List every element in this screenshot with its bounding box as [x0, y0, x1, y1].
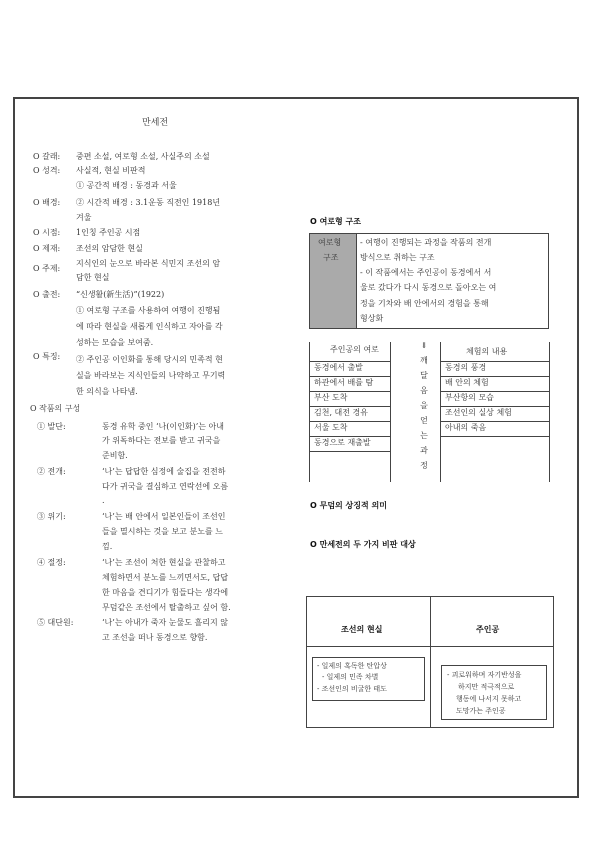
route-stop: 동경에서 출발: [309, 361, 391, 377]
experience-item: 부산항의 모습: [440, 391, 550, 407]
realization-char: 는: [420, 431, 428, 440]
info-value-subject: 조선의 암담한 현실: [76, 244, 143, 253]
stage-text: 다가 귀국을 결심하고 연락선에 오름: [102, 482, 229, 491]
criticism-left-item: - 조선인의 비굴한 태도: [317, 685, 387, 693]
experience-item: 배 안의 체험: [440, 376, 550, 392]
route-left-border: [309, 342, 310, 482]
stage-text: 고 조선을 떠나 동경으로 향함.: [102, 633, 208, 642]
stage-text: 가 위독하다는 전보를 받고 귀국을: [102, 436, 221, 445]
criticism-right-title: 주인공: [476, 625, 500, 634]
route-stop: 서울 도착: [309, 421, 391, 437]
info-label-pov: O 시점:: [33, 228, 61, 237]
route-header: 주인공의 여로: [330, 345, 379, 354]
feature-line-4: ② 주인공 이인화를 통해 당시의 민족적 현: [76, 355, 223, 364]
down-arrow-icon: ⇓: [420, 341, 428, 350]
info-value-character: 사실적, 현실 비판적: [76, 166, 146, 175]
info-label-source: O 출전:: [33, 290, 61, 299]
experience-left-border: [440, 342, 441, 482]
stage-text: .: [102, 496, 105, 505]
stage-text: 동경 유학 중인 ‘나(이인화)’는 아내: [102, 422, 224, 431]
feature-line-2: 에 따라 현실을 새롭게 인식하고 자아를 각: [76, 322, 223, 331]
route-stop: 하관에서 배를 탐: [309, 376, 391, 392]
experience-item: 아내의 죽음: [440, 421, 550, 437]
info-label-features: O 특징:: [33, 352, 61, 361]
stage-text: 준비함.: [102, 451, 128, 460]
criticism-left-item: - 일제의 혹독한 탄압상: [317, 662, 387, 670]
criticism-heading: O 만세전의 두 가지 비판 대상: [310, 540, 416, 549]
criticism-left-box: [312, 657, 425, 701]
info-label-setting: O 배경:: [33, 198, 61, 207]
feature-line-6: 한 의식을 나타냄.: [76, 387, 138, 396]
experience-right-border: [549, 342, 550, 482]
realization-char: 얻: [420, 416, 428, 425]
route-stop: 부산 도착: [309, 391, 391, 407]
criticism-right-item: 하지만 적극적으로: [458, 683, 515, 691]
info-label-character: O 성격:: [33, 166, 61, 175]
feature-line-1: ① 여로형 구조를 사용하여 여행이 진행됨: [76, 306, 221, 315]
info-value-space: ① 공간적 배경 : 동경과 서울: [76, 181, 177, 190]
info-label-subject: O 제재:: [33, 244, 61, 253]
info-label-theme: O 주제:: [33, 264, 61, 273]
info-value-time: ② 시간적 배경 : 3.1운동 직전인 1918년: [76, 198, 221, 207]
travel-desc-line: 정을 기차와 배 안에서의 경험을 통해: [360, 299, 489, 308]
criticism-right-box: [441, 665, 547, 720]
realization-char: 달: [420, 371, 428, 380]
realization-char: 음: [420, 386, 428, 395]
feature-line-5: 실을 바라보는 지식인들의 나약하고 무기력: [76, 371, 226, 380]
symbol-heading: O 무덤의 상징적 의미: [310, 501, 387, 510]
criticism-right-item: 행동에 나서지 못하고: [456, 695, 522, 703]
experience-item: 동경의 풍경: [440, 361, 550, 377]
travel-desc-cell: [356, 233, 549, 329]
experience-header: 체험의 내용: [466, 347, 508, 356]
travel-desc-line: - 이 작품에서는 주인공이 동경에서 서: [360, 268, 492, 277]
criticism-right-item: - 괴로워하며 자기반성을: [447, 671, 522, 679]
stage-text: ‘나’는 답답한 심정에 술집을 전전하: [102, 467, 226, 476]
stage-label-resolution: ⑤ 대단원:: [37, 618, 74, 627]
info-value-pov: 1인칭 주인공 시점: [76, 228, 141, 237]
travel-term-line-2: 구조: [323, 253, 339, 262]
realization-char: 과: [420, 446, 428, 455]
travel-desc-line: 울로 갔다가 다시 동경으로 돌아오는 여: [360, 283, 497, 292]
criticism-divider: [430, 597, 431, 727]
info-value-theme-cont: 담한 현실: [76, 273, 110, 282]
realization-char: 정: [420, 461, 428, 470]
info-label-genre: O 갈래:: [33, 152, 61, 161]
stage-label-crisis: ③ 위기:: [37, 512, 66, 521]
realization-column: [415, 340, 433, 472]
stage-text: ‘나’는 배 안에서 일본인들이 조선인: [102, 512, 226, 521]
info-value-genre: 중편 소설, 여로형 소설, 사실주의 소설: [76, 152, 210, 161]
travel-term-line-1: 여로형: [318, 238, 342, 247]
stage-label-climax: ④ 절정:: [37, 558, 66, 567]
info-value-theme: 지식인의 눈으로 바라본 식민지 조선의 암: [76, 259, 221, 268]
stage-label-development: ② 전개:: [37, 467, 66, 476]
travel-term-cell: [309, 233, 357, 329]
criticism-left-title: 조선의 현실: [341, 625, 383, 634]
criticism-row-divider: [307, 646, 553, 647]
travel-desc-line: 방식으로 취하는 구조: [360, 253, 435, 262]
info-value-source: “신생활(新生活)”(1922): [76, 290, 165, 299]
feature-line-3: 성하는 모습을 보여줌.: [76, 338, 154, 347]
route-stop: 동경으로 재출발: [309, 436, 391, 452]
route-stop: 김천, 대전 경유: [309, 406, 391, 422]
stage-text: ‘나’는 조선이 처한 현실을 관찰하고: [102, 558, 226, 567]
stage-text: ‘나’는 아내가 죽자 눈물도 흘리지 않: [102, 618, 228, 627]
page-title: 만세전: [142, 118, 169, 128]
travel-desc-line: 형상화: [360, 314, 384, 323]
stage-text: 체험하면서 분노를 느끼면서도, 답답: [102, 573, 229, 582]
criticism-left-item: - 일제의 민족 차별: [322, 673, 379, 681]
stage-text: 들을 멸시하는 것을 보고 분노를 느: [102, 527, 223, 536]
route-right-border: [390, 342, 391, 482]
realization-char: 을: [420, 401, 428, 410]
stage-text: 무덤같은 조선에서 탈출하고 싶어 함.: [102, 603, 231, 612]
travel-desc-line: - 여행이 진행되는 과정을 작품의 전개: [360, 238, 492, 247]
travel-heading: O 여로형 구조: [310, 217, 362, 226]
stage-text: 낌.: [102, 542, 113, 551]
structure-heading: O 작품의 구성: [30, 404, 81, 413]
stage-label-exposition: ① 발단:: [37, 422, 66, 431]
stage-text: 한 마음을 견디기가 힘들다는 생각에: [102, 588, 229, 597]
info-value-time-cont: 겨울: [76, 213, 92, 222]
criticism-right-item: 도망가는 주인공: [456, 707, 506, 715]
experience-item: 조선인의 실상 체험: [440, 406, 550, 422]
realization-char: 깨: [420, 356, 428, 365]
